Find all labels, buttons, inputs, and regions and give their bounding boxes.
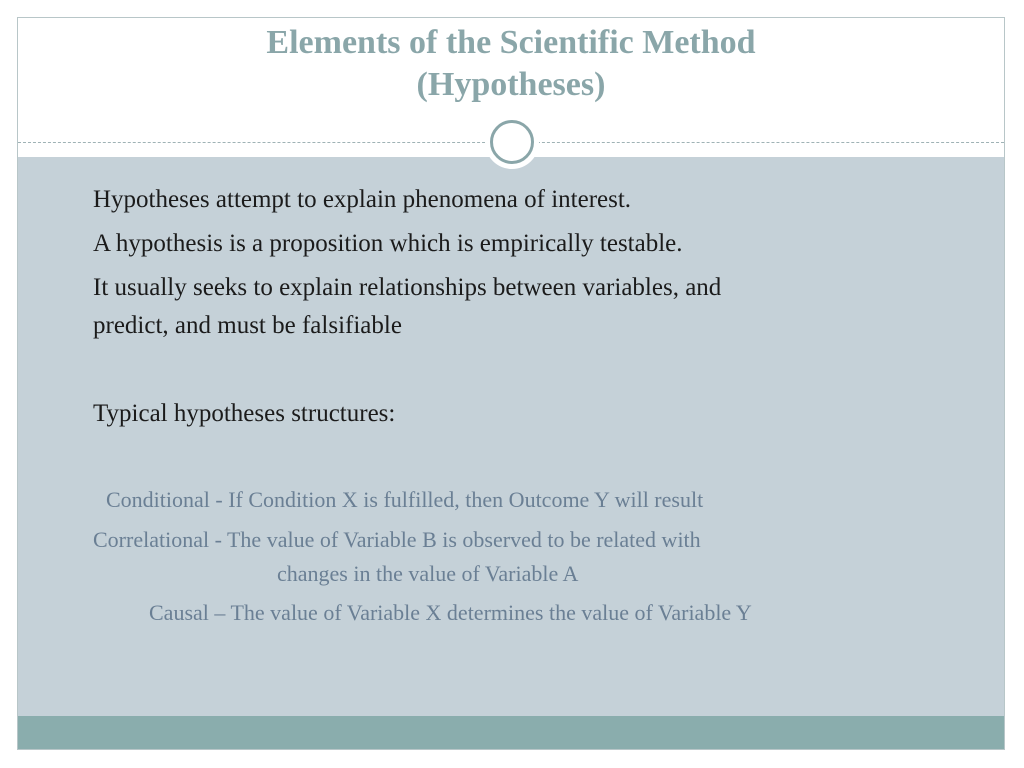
slide-title [18, 22, 1004, 106]
structure-correlational-line-1: Correlational - The value of Variable B is observed to be related with [93, 527, 701, 552]
bullet-3-line-1: It usually seeks to explain relationships between variables, and [93, 274, 722, 301]
title-line-1: Elements of the Scientific Method [266, 24, 756, 61]
circle-ornament-icon [485, 115, 539, 169]
slide [17, 17, 1005, 750]
bullet-2: A hypothesis is a proposition which is empirically testable. [93, 230, 683, 257]
structure-causal: Causal – The value of Variable X determines the value of Variable Y [149, 600, 752, 625]
bullet-3-line-2: predict, and must be falsifiable [93, 312, 402, 339]
bullet-4: Typical hypotheses structures: [93, 400, 396, 427]
bullet-1: Hypotheses attempt to explain phenomena of interest. [93, 186, 632, 213]
title-line-2: (Hypotheses) [416, 66, 606, 103]
circle-ring [490, 120, 534, 164]
structure-correlational-line-2: changes in the value of Variable A [277, 561, 579, 586]
footer-bar [18, 716, 1004, 750]
structure-conditional: Conditional - If Condition X is fulfilled, then Outcome Y will result [106, 487, 704, 512]
